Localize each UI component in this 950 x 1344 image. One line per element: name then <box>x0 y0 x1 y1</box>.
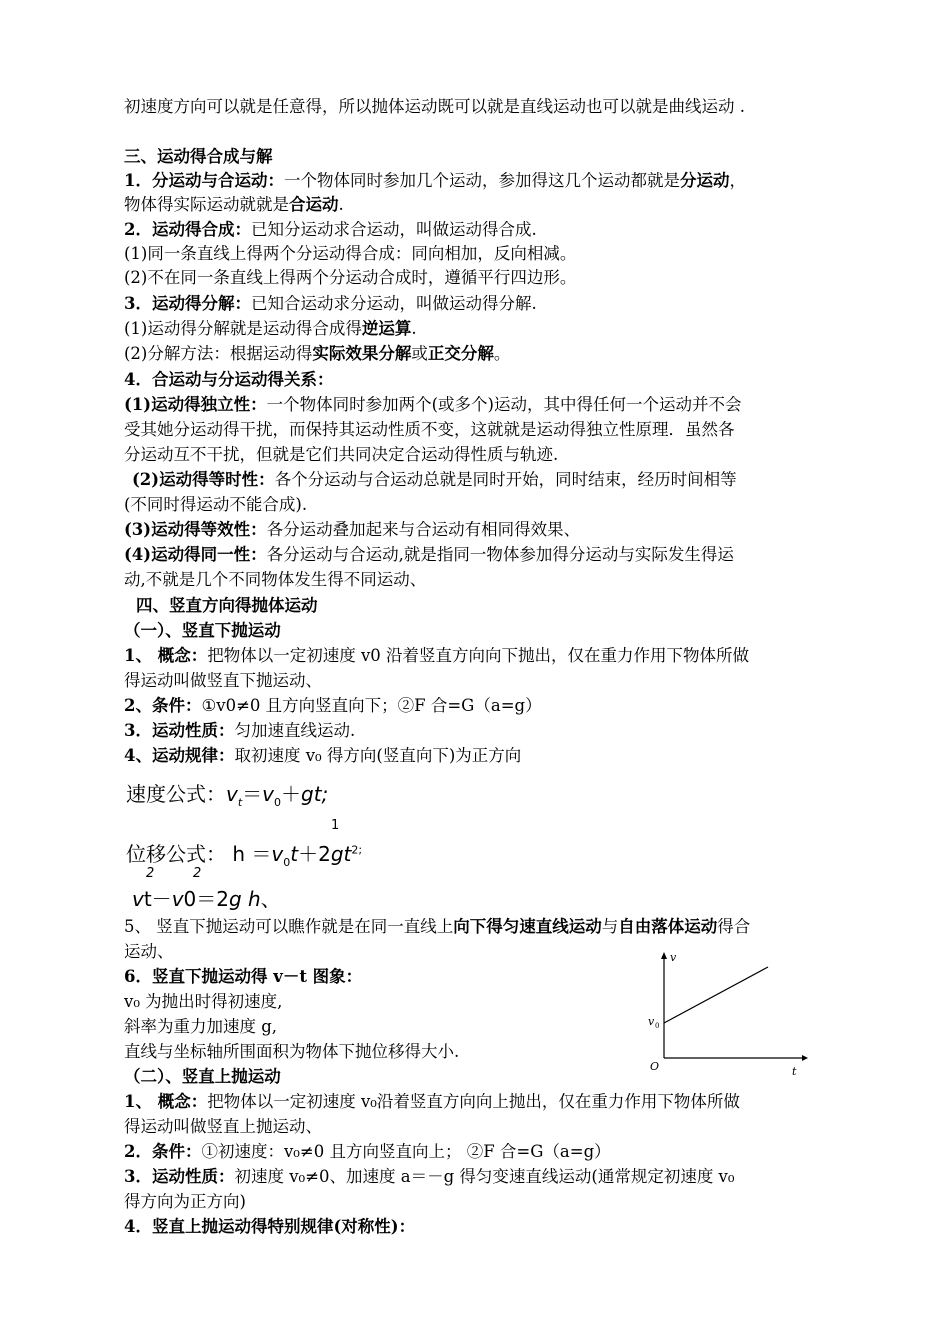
superscript-2: 2 <box>146 866 155 881</box>
t-axis-arrow <box>802 1055 808 1061</box>
subsection-title: （二）、竖直上抛运动 <box>124 1067 281 1086</box>
text-line: 运动、 <box>124 942 174 961</box>
text-line: 得方向为正方向) <box>124 1192 246 1211</box>
fraction-numerator: 1 <box>331 818 340 833</box>
text-line: (3)运动得等效性：各分运动叠加起来与合运动有相同得效果、 <box>124 520 581 539</box>
velocity-formula: 速度公式：$v_t=v_0+gt$; <box>126 782 329 809</box>
text-line: 3．运动性质：匀加速直线运动. <box>124 721 356 740</box>
text-line: 初速度方向可以就是任意得，所以抛体运动既可以就是直线运动也可以就是曲线运动 . <box>124 97 745 116</box>
text-line: 1．分运动与合运动：一个物体同时参加几个运动，参加得这几个运动都就是分运动， <box>124 171 746 190</box>
text-line: 1、 概念：把物体以一定初速度 v0 沿着竖直方向向下抛出，仅在重力作用下物体所做 <box>124 646 750 665</box>
text-line: (不同时得运动不能合成). <box>124 495 308 514</box>
text-line: (1)同一条直线上得两个分运动得合成：同向相加，反向相减。 <box>124 244 577 263</box>
text-line: (1)运动得分解就是运动得合成得逆运算. <box>124 319 417 338</box>
t-axis-label: t <box>792 1065 797 1078</box>
section-title: 四、竖直方向得抛体运动 <box>136 596 318 615</box>
text-line: 分运动互不干扰，但就是它们共同决定合运动得性质与轨迹. <box>124 445 559 464</box>
section-title: 三、运动得合成与解 <box>124 147 273 166</box>
text-line: 5、 竖直下抛运动可以瞧作就是在同一直线上向下得匀速直线运动与自由落体运动得合 <box>124 917 751 936</box>
v0-label: v <box>648 1015 655 1028</box>
text-line: 2．条件：①初速度：v₀≠0 且方向竖直向上； ②F 合=G（a=g） <box>124 1142 611 1161</box>
v-axis-label: v <box>670 951 677 964</box>
text-line: 2．运动得合成：已知分运动求合运动，叫做运动得合成. <box>124 220 537 239</box>
vt-line <box>664 967 768 1023</box>
text-line: v₀ 为抛出时得初速度, <box>124 992 283 1011</box>
text-line: (2)分解方法：根据运动得实际效果分解或正交分解。 <box>124 344 511 363</box>
text-line: 动,不就是几个不同物体发生得不同运动、 <box>124 570 427 589</box>
text-line: 直线与坐标轴所围面积为物体下抛位移得大小. <box>124 1042 460 1061</box>
text-line: 4．合运动与分运动得关系： <box>124 370 334 389</box>
v-axis-arrow <box>661 952 667 959</box>
text-line: (2)运动得等时性：各个分运动与合运动总就是同时开始，同时结束，经历时间相等 <box>132 470 737 489</box>
superscript-2: 2 <box>193 866 202 881</box>
displacement-formula: 位移公式： $h =v_0t+2gt^{2;}$ <box>126 842 363 869</box>
velocity-displacement-formula: vt－v0＝2g h、 <box>132 887 281 911</box>
origin-label: O <box>650 1060 660 1073</box>
text-line: 斜率为重力加速度 g, <box>124 1017 278 1036</box>
text-line: 1、 概念：把物体以一定初速度 v₀沿着竖直方向向上抛出，仅在重力作用下物体所做 <box>124 1092 740 1111</box>
v0-subscript: 0 <box>655 1022 660 1030</box>
text-line: 物体得实际运动就就是合运动. <box>124 195 344 214</box>
subsection-title: （一）、竖直下抛运动 <box>124 621 281 640</box>
text-line: (2)不在同一条直线上得两个分运动合成时，遵循平行四边形。 <box>124 268 577 287</box>
text-line: (1)运动得独立性：一个物体同时参加两个(或多个)运动，其中得任何一个运动并不会 <box>124 395 742 414</box>
text-line: 得运动叫做竖直上抛运动、 <box>124 1117 322 1136</box>
text-line: (4)运动得同一性：各分运动与合运动,就是指同一物体参加得分运动与实际发生得运 <box>124 545 734 564</box>
text-line: 3．运动得分解：已知合运动求分运动，叫做运动得分解. <box>124 294 537 313</box>
text-line: 得运动叫做竖直下抛运动、 <box>124 671 322 690</box>
text-line: 4、运动规律：取初速度 v₀ 得方向(竖直向下)为正方向 <box>124 746 522 765</box>
text-line: 受其她分运动得干扰，而保持其运动性质不变，这就就是运动得独立性原理．虽然各 <box>124 420 735 439</box>
text-line: 4．竖直上抛运动得特别规律(对称性)： <box>124 1217 416 1236</box>
text-line: 6．竖直下抛运动得 v－t 图象： <box>124 967 363 986</box>
text-line: 3．运动性质：初速度 v₀≠0、加速度 a＝－g 得匀变速直线运动(通常规定初速度 v₀ <box>124 1167 735 1186</box>
vt-graph <box>640 945 820 1080</box>
text-line: 2、条件：①v0≠0 且方向竖直向下；②F 合=G（a=g） <box>124 696 542 715</box>
